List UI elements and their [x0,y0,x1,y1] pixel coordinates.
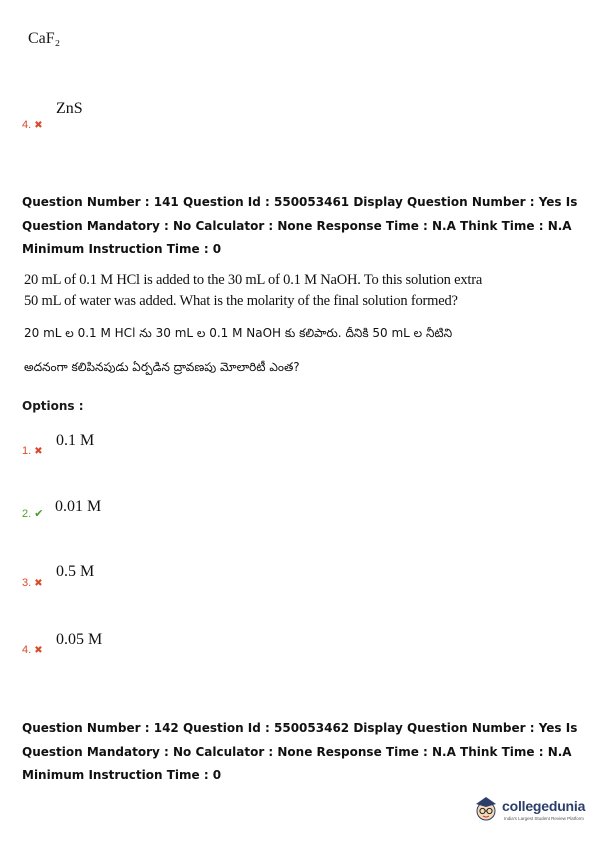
wrong-mark-icon: ✖ [34,120,43,131]
option-2-text: 0.01 M [55,498,102,515]
option-2 [22,504,43,522]
question-text-telugu-1: 20 mL ల 0.1 M HCl ను 30 mL ల 0.1 M NaOH కు కలిపారు. దీనికి 50 mL ల నీటిని [24,326,453,340]
prev-option-3-text: CaF₂ [28,30,61,47]
prev-option-4-text: ZnS [56,100,83,117]
option-3-text: 0.5 M [56,563,95,580]
option-3 [22,573,43,591]
next-question-header: Question Number : 142 Question Id : 550053462 Display Question Number : Yes Is Question Mandatory : No Calculator : None Response Time : N.A Think Time : N.A Minimum Instruction Time : 0 [22,721,578,782]
question-text-english-1: 20 mL of 0.1 M HCl is added to the 30 mL of 0.1 M NaOH. To this solution extra [24,272,483,288]
option-number: 4. [22,644,32,656]
question-text-english-2: 50 mL of water was added. What is the molarity of the final solution formed? [24,293,458,309]
option-1-text: 0.1 M [56,432,95,449]
mascot-icon [472,794,500,824]
wrong-mark-icon: ✖ [34,446,43,457]
prev-option-4 [22,115,43,133]
option-number: 3. [22,577,32,589]
question-header: Question Number : 141 Question Id : 550053461 Display Question Number : Yes Is Question Mandatory : No Calculator : None Response Time : N.A Think Time : N.A Minimum Instruction Time : 0 [22,195,578,256]
option-1 [22,441,43,459]
option-4 [22,640,43,658]
question-text-telugu-2: అదనంగా కలిపినపుడు ఏర్పడిన ద్రావణపు మోలారిటీ ఎంత? [24,360,300,374]
options-label: Options : [22,399,84,413]
check-mark-icon: ✔ [34,508,44,520]
option-number: 2. [22,508,32,520]
option-number: 4. [22,119,32,131]
wrong-mark-icon: ✖ [34,645,43,656]
collegedunia-logo [472,792,590,832]
logo-tagline: India's Largest Student Review Platform [504,816,584,821]
option-number: 1. [22,445,32,457]
logo-name: collegedunia [502,798,586,814]
wrong-mark-icon: ✖ [34,578,43,589]
option-4-text: 0.05 M [56,631,103,648]
